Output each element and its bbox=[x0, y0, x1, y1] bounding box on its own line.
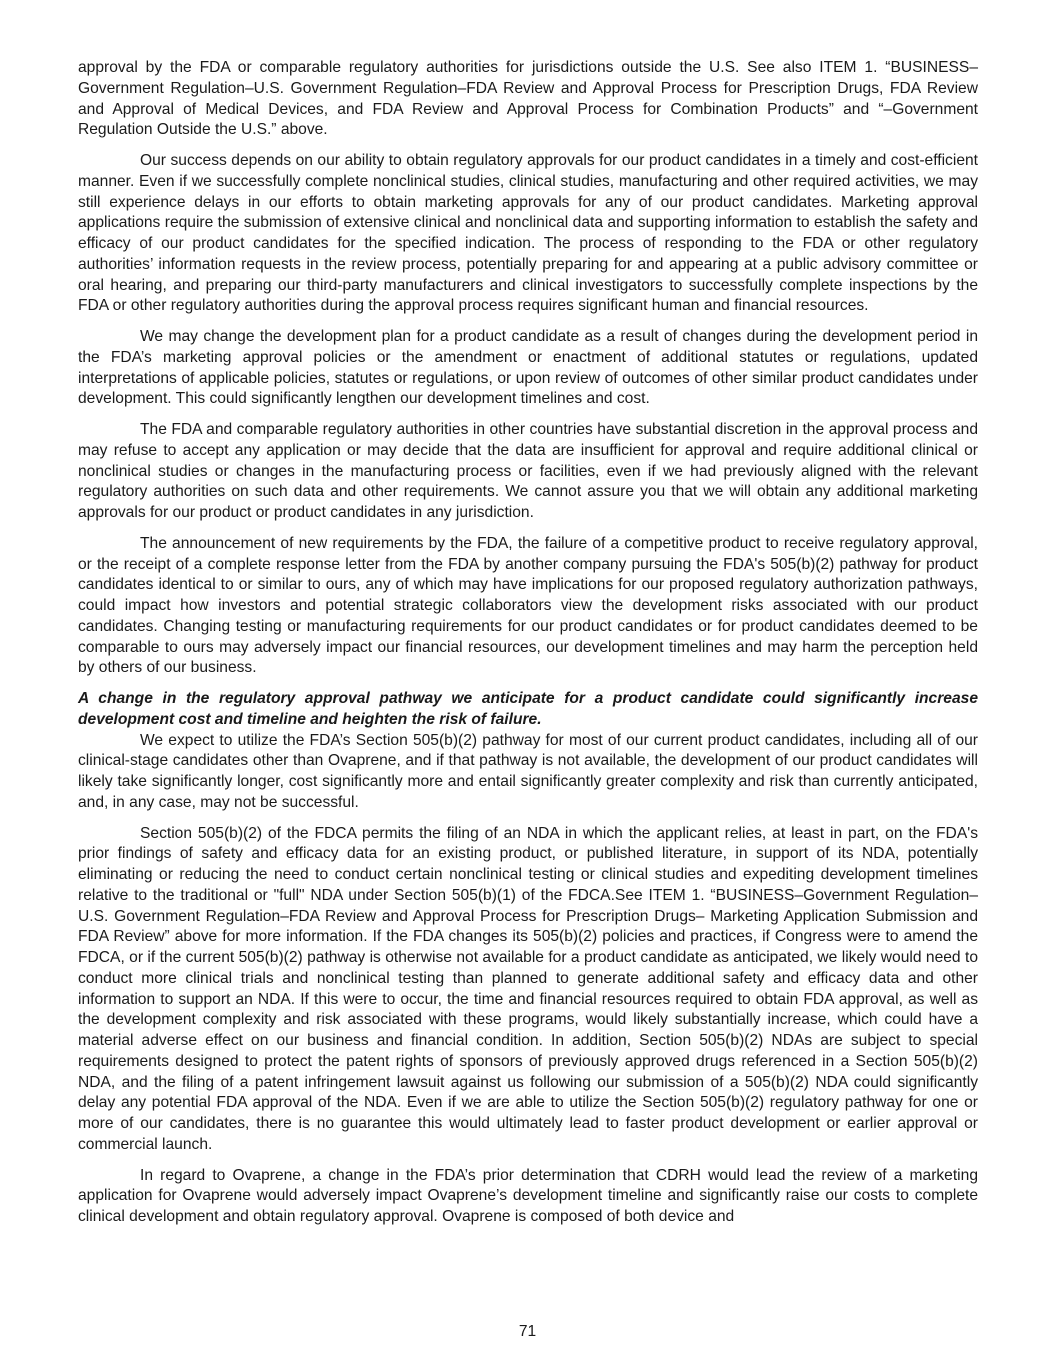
paragraph: The FDA and comparable regulatory authorities in other countries have substantial discretion in the approval process and may refuse to accept any application or may decide that the data are insufficient for approval and require additional clinical or nonclinical studies or changes in the manufacturing process or facilities, even if we had previously aligned with the relevant regulatory authorities on such data and other requirements. We cannot assure you that we will obtain any additional marketing approvals for our product or product candidates in any jurisdiction. bbox=[78, 421, 978, 521]
paragraph: In regard to Ovaprene, a change in the FDA’s prior determination that CDRH would lead the review of a marketing application for Ovaprene would adversely impact Ovaprene’s development timeline and significantly raise our costs to complete clinical development and obtain regulatory approval. Ovaprene is composed of both device and bbox=[78, 1166, 978, 1225]
paragraph-continuation: approval by the FDA or comparable regulatory authorities for jurisdictions outside the U.S. See also ITEM 1. “BUSINESS–Government Regulation–U.S. Government Regulation–FDA Review and Approval Process for Prescription Drugs, FDA Review and Approval of Medical Devices, and FDA Review and Approval Process for Combination Products” and “–Government Regulation Outside the U.S.” above. bbox=[78, 59, 978, 139]
paragraph: We may change the development plan for a product candidate as a result of changes during the development period in the FDA’s marketing approval policies or the amendment or enactment of additional statutes or regulations, updated interpretations of applicable policies, statutes or regulations, or upon review of outcomes of other similar product candidates under development. This could significantly lengthen our development timelines and cost. bbox=[78, 328, 978, 408]
page-number: 71 bbox=[518, 1323, 537, 1340]
paragraph: The announcement of new requirements by the FDA, the failure of a competitive product to receive regulatory approval, or the receipt of a complete response letter from the FDA by another company pursuing the FDA's 505(b)(2) pathway for product candidates identical to or similar to ours, any of which may have implications for our proposed regulatory authorization pathways, could impact how investors and potential strategic collaborators view the development risks associated with our product candidates. Changing testing or manufacturing requirements for our product candidates or for product candidates deemed to be comparable to ours may adversely impact our financial resources, our development timelines and may harm the perception held by others of our business. bbox=[78, 534, 978, 677]
paragraph: Our success depends on our ability to obtain regulatory approvals for our product candidates in a timely and cost-efficient manner. Even if we successfully complete nonclinical studies, clinical studies, manufacturing and other required activities, we may still experience delays in our efforts to obtain marketing approvals for any of our product candidates. Marketing approval applications require the submission of extensive clinical and nonclinical data and supporting information to establish the safety and efficacy of our product candidates for the specified indication. The process of responding to the FDA or other regulatory authorities’ information requests in the review process, potentially preparing for and appearing at a public advisory committee or oral hearing, and preparing our third-party manufacturers and clinical investigators to successfully complete inspections by the FDA or other regulatory authorities during the approval process requires significant human and financial resources. bbox=[78, 152, 978, 315]
document-page bbox=[78, 58, 978, 1238]
paragraph: Section 505(b)(2) of the FDCA permits the filing of an NDA in which the applicant relies, at least in part, on the FDA's prior findings of safety and efficacy data for an existing product, or published literature, in support of its NDA, potentially eliminating or reducing the need to conduct certain nonclinical testing or clinical studies and expediting development timelines relative to the traditional or "full" NDA under Section 505(b)(1) of the FDCA.See ITEM 1. “BUSINESS–Government Regulation–U.S. Government Regulation–FDA Review and Approval Process for Prescription Drugs– Marketing Application Submission and FDA Review” above for more information. If the FDA changes its 505(b)(2) policies and practices, if Congress were to amend the FDCA, or if the current 505(b)(2) pathway is otherwise not available for a product candidate as anticipated, we likely would need to conduct more clinical trials and nonclinical testing than planned to generate additional safety and efficacy data and other information to support an NDA. If this were to occur, the time and financial resources required to obtain FDA approval, as well as the development complexity and risk associated with these programs, would likely substantially increase, which could have a material adverse effect on our business and financial condition. In addition, Section 505(b)(2) NDAs are subject to special requirements designed to protect the patent rights of sponsors of previously approved drugs referenced in a Section 505(b)(2) NDA, and the filing of a patent infringement lawsuit against us following our submission of a 505(b)(2) NDA could significantly delay any potential FDA approval of the NDA. Even if we are able to utilize the Section 505(b)(2) regulatory pathway for one or more of our candidates, there is no guarantee this would ultimately lead to faster product development or earlier approval or commercial launch. bbox=[78, 824, 978, 1153]
paragraph: We expect to utilize the FDA’s Section 505(b)(2) pathway for most of our current product candidates, including all of our clinical-stage candidates other than Ovaprene, and if that pathway is not available, the development of our product candidates will likely take significantly longer, cost significantly more and entail significantly greater complexity and risk than currently anticipated, and, in any case, may not be successful. bbox=[78, 731, 978, 811]
risk-factor-heading: A change in the regulatory approval pathway we anticipate for a product candidate could significantly increase development cost and timeline and heighten the risk of failure. bbox=[78, 690, 978, 728]
